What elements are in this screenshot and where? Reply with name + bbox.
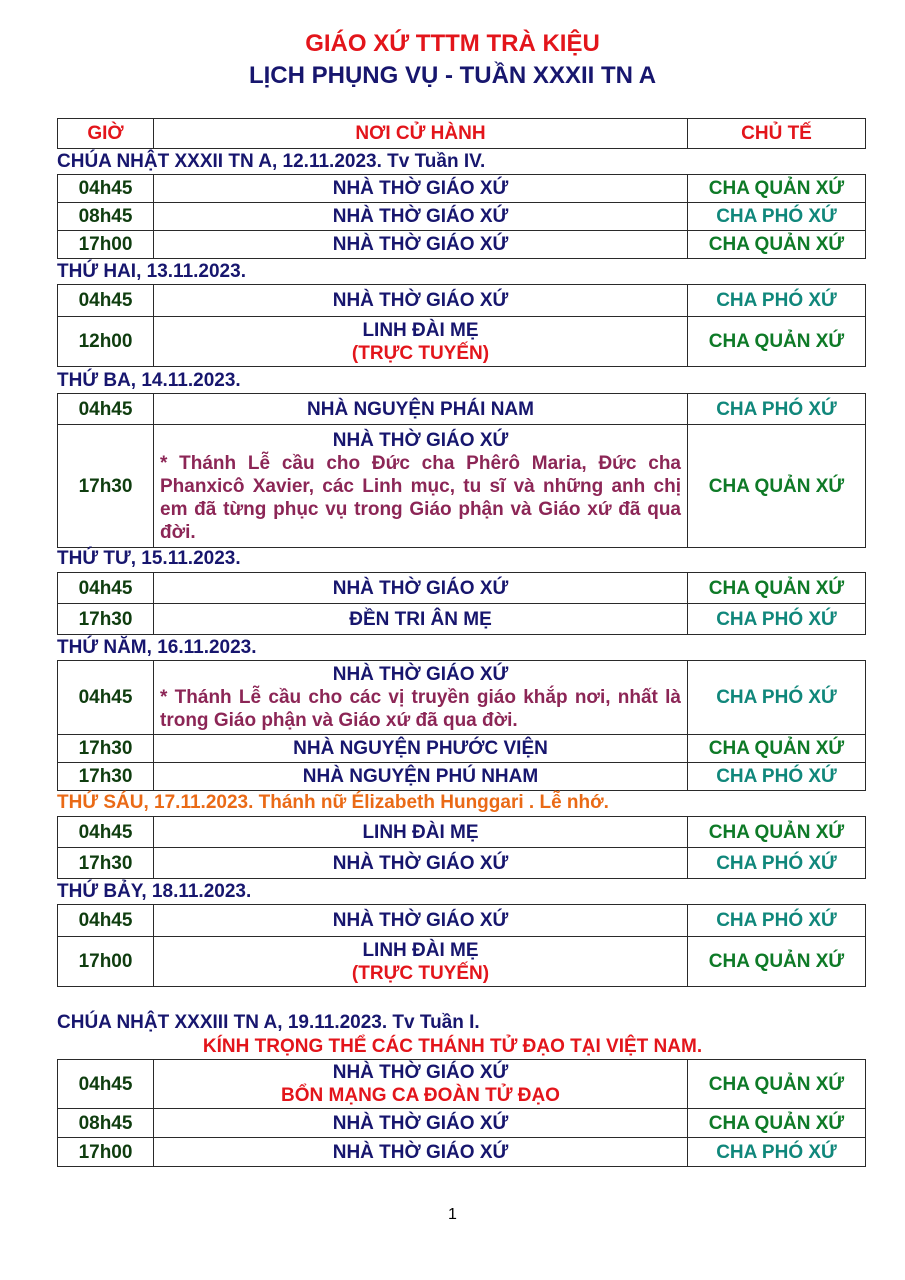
celebrant-cell: CHA PHÓ XỨ: [688, 1138, 866, 1167]
day-label: THỨ BA, 14.11.2023.: [57, 370, 241, 391]
celebrant-cell: CHA PHÓ XỨ: [688, 604, 866, 635]
patron-feast-tag: BỔN MẠNG CA ĐOÀN TỬ ĐẠO: [281, 1085, 560, 1106]
place-cell: [154, 317, 688, 367]
place-name: NHÀ THỜ GIÁO XỨ: [332, 429, 509, 451]
schedule-header-table: [57, 118, 866, 149]
day-table: [57, 284, 866, 367]
table-row: [58, 1109, 866, 1138]
day-label: THỨ BẢY, 18.11.2023.: [57, 881, 252, 902]
celebrant-cell: CHA QUẢN XỨ: [688, 573, 866, 604]
celebrant-cell: CHA QUẢN XỨ: [688, 317, 866, 367]
place-name: LINH ĐÀI MẸ: [362, 319, 479, 341]
celebrant-cell: CHA PHÓ XỨ: [688, 661, 866, 735]
place-cell: NHÀ THỜ GIÁO XỨ: [154, 203, 688, 231]
time-cell: 17h30: [58, 735, 154, 763]
celebrant-cell: CHA QUẢN XỨ: [688, 735, 866, 763]
time-cell: 08h45: [58, 1109, 154, 1138]
place-name: NHÀ THỜ GIÁO XỨ: [332, 1062, 509, 1083]
table-row: [58, 817, 866, 848]
time-cell: 04h45: [58, 394, 154, 425]
column-header-celebrant: CHỦ TẾ: [688, 119, 866, 149]
place-cell: [154, 661, 688, 735]
time-cell: 04h45: [58, 1060, 154, 1109]
day-label: THỨ NĂM, 16.11.2023.: [57, 637, 257, 658]
table-row: [58, 203, 866, 231]
celebrant-cell: CHA QUẢN XỨ: [688, 817, 866, 848]
table-row: [58, 735, 866, 763]
parish-title: GIÁO XỨ TTTM TRÀ KIỆU: [305, 30, 600, 57]
time-cell: 04h45: [58, 573, 154, 604]
table-row: [58, 317, 866, 367]
table-row: [58, 1060, 866, 1109]
table-row: [58, 231, 866, 259]
table-row: [58, 285, 866, 317]
table-row: [58, 573, 866, 604]
mass-intention-note: * Thánh Lễ cầu cho Đức cha Phêrô Maria, Đức cha Phanxicô Xavier, các Linh mục, tu sĩ và những anh chị em đã từng phục vụ trong Giáo phận và Giáo xứ đã qua đời.: [160, 452, 681, 543]
table-row: [58, 175, 866, 203]
day-table: [57, 174, 866, 259]
place-cell: [154, 1060, 688, 1109]
place-name: LINH ĐÀI MẸ: [362, 939, 479, 961]
place-cell: NHÀ NGUYỆN PHÚ NHAM: [154, 763, 688, 791]
celebrant-cell: CHA QUẢN XỨ: [688, 1060, 866, 1109]
time-cell: 04h45: [58, 905, 154, 937]
time-cell: 17h30: [58, 763, 154, 791]
time-cell: 17h00: [58, 231, 154, 259]
place-cell: [154, 425, 688, 548]
place-cell: NHÀ THỜ GIÁO XỨ: [154, 1109, 688, 1138]
day-label: CHÚA NHẬT XXXII TN A, 12.11.2023. Tv Tuần IV.: [57, 151, 486, 172]
time-cell: 12h00: [58, 317, 154, 367]
time-cell: 04h45: [58, 175, 154, 203]
day-label: THỨ TƯ, 15.11.2023.: [57, 548, 241, 569]
place-cell: [154, 937, 688, 987]
place-cell: NHÀ THỜ GIÁO XỨ: [154, 905, 688, 937]
page-number: 1: [448, 1206, 457, 1223]
celebrant-cell: CHA PHÓ XỨ: [688, 394, 866, 425]
schedule-title: LỊCH PHỤNG VỤ - TUẦN XXXII TN A: [248, 62, 657, 89]
celebrant-cell: CHA PHÓ XỨ: [688, 905, 866, 937]
table-row: [58, 848, 866, 879]
time-cell: 17h30: [58, 425, 154, 548]
table-row: [58, 1138, 866, 1167]
day-table: [57, 393, 866, 548]
day-label: THỨ SÁU, 17.11.2023. Thánh nữ Élizabeth Hunggari . Lễ nhớ.: [57, 792, 609, 813]
celebrant-cell: CHA PHÓ XỨ: [688, 848, 866, 879]
time-cell: 17h30: [58, 604, 154, 635]
celebrant-cell: CHA QUẢN XỨ: [688, 175, 866, 203]
place-name: NHÀ THỜ GIÁO XỨ: [332, 664, 509, 685]
celebrant-cell: CHA PHÓ XỨ: [688, 203, 866, 231]
place-cell: NHÀ THỜ GIÁO XỨ: [154, 848, 688, 879]
day-table: [57, 1059, 866, 1167]
place-cell: NHÀ THỜ GIÁO XỨ: [154, 175, 688, 203]
place-cell: NHÀ NGUYỆN PHƯỚC VIỆN: [154, 735, 688, 763]
time-cell: 04h45: [58, 285, 154, 317]
time-cell: 04h45: [58, 817, 154, 848]
online-tag: (TRỰC TUYẾN): [351, 962, 490, 984]
day-table: [57, 816, 866, 879]
day-table: [57, 904, 866, 987]
day-label: CHÚA NHẬT XXXIII TN A, 19.11.2023. Tv Tuần I.: [57, 1012, 480, 1033]
place-cell: ĐỀN TRI ÂN MẸ: [154, 604, 688, 635]
place-cell: NHÀ THỜ GIÁO XỨ: [154, 1138, 688, 1167]
column-header-place: NƠI CỬ HÀNH: [154, 119, 688, 149]
place-cell: NHÀ THỜ GIÁO XỨ: [154, 285, 688, 317]
column-header-time: GIỜ: [58, 119, 154, 149]
online-tag: (TRỰC TUYẾN): [351, 342, 490, 364]
table-row: [58, 763, 866, 791]
celebrant-cell: CHA PHÓ XỨ: [688, 285, 866, 317]
time-cell: 17h30: [58, 848, 154, 879]
table-row: [58, 661, 866, 735]
time-cell: 17h00: [58, 1138, 154, 1167]
table-row: [58, 425, 866, 548]
celebrant-cell: CHA QUẢN XỨ: [688, 425, 866, 548]
celebrant-cell: CHA QUẢN XỨ: [688, 1109, 866, 1138]
day-label: THỨ HAI, 13.11.2023.: [57, 261, 246, 282]
feast-title: KÍNH TRỌNG THỂ CÁC THÁNH TỬ ĐẠO TẠI VIỆT NAM.: [202, 1036, 703, 1057]
table-row: [58, 905, 866, 937]
table-row: [58, 604, 866, 635]
celebrant-cell: CHA QUẢN XỨ: [688, 231, 866, 259]
celebrant-cell: CHA QUẢN XỨ: [688, 937, 866, 987]
time-cell: 04h45: [58, 661, 154, 735]
day-table: [57, 572, 866, 635]
day-table: [57, 660, 866, 791]
table-row: [58, 394, 866, 425]
place-cell: LINH ĐÀI MẸ: [154, 817, 688, 848]
place-cell: NHÀ NGUYỆN PHÁI NAM: [154, 394, 688, 425]
time-cell: 08h45: [58, 203, 154, 231]
table-row: [58, 937, 866, 987]
celebrant-cell: CHA PHÓ XỨ: [688, 763, 866, 791]
place-cell: NHÀ THỜ GIÁO XỨ: [154, 573, 688, 604]
mass-intention-note: * Thánh Lễ cầu cho các vị truyền giáo khắp nơi, nhất là trong Giáo phận và Giáo xứ đã qua đời.: [160, 687, 681, 731]
time-cell: 17h00: [58, 937, 154, 987]
place-cell: NHÀ THỜ GIÁO XỨ: [154, 231, 688, 259]
